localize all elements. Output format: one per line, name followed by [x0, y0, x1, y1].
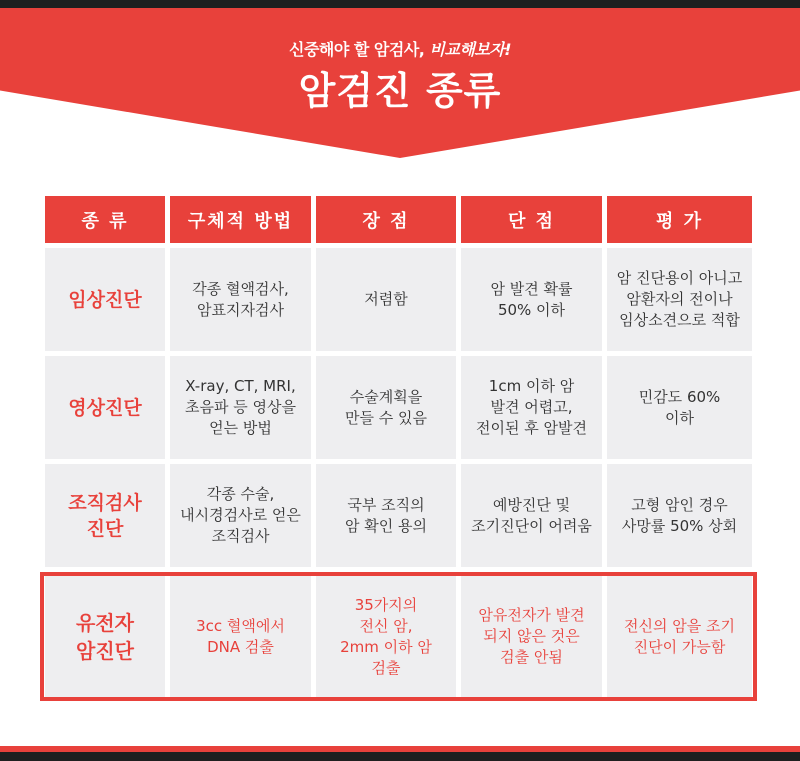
subtitle-text: 신중해야 할 암검사,: [288, 40, 430, 59]
bottom-bar: [0, 752, 800, 761]
table-header: [45, 196, 752, 243]
cell-pros: 저렴함: [316, 248, 456, 351]
cell-method: 3cc 혈액에서 DNA 검출: [170, 576, 311, 697]
cell-cons: 1cm 이하 암 발견 어렵고, 전이된 후 암발견: [461, 356, 602, 459]
cell-evaluation: 민감도 60% 이하: [607, 356, 752, 459]
cell-type: 조직검사 진단: [45, 464, 165, 567]
highlighted-table-row: [45, 576, 752, 697]
table-row: [45, 248, 752, 351]
column-header-cons: 단 점: [461, 196, 602, 243]
cell-evaluation: 고형 암인 경우 사망률 50% 상회: [607, 464, 752, 567]
column-header-evaluation: 평 가: [607, 196, 752, 243]
cell-type: 임상진단: [45, 248, 165, 351]
page-title: 암검진 종류: [298, 69, 502, 113]
column-header-pros: 장 점: [316, 196, 456, 243]
top-bar: [0, 0, 800, 8]
table-row: [45, 464, 752, 567]
cell-method: 각종 수술, 내시경검사로 얻은 조직검사: [170, 464, 311, 567]
cell-evaluation: 암 진단용이 아니고 암환자의 전이나 임상소견으로 적합: [607, 248, 752, 351]
cell-cons: 암유전자가 발견 되지 않은 것은 검출 안됨: [461, 576, 602, 697]
cell-method: 각종 혈액검사, 암표지자검사: [170, 248, 311, 351]
cell-cons: 암 발견 확률 50% 이하: [461, 248, 602, 351]
column-header-type: 종 류: [45, 196, 165, 243]
cell-method: X-ray, CT, MRI, 초음파 등 영상을 얻는 방법: [170, 356, 311, 459]
cell-cons: 예방진단 및 조기진단이 어려움: [461, 464, 602, 567]
cell-type: 영상진단: [45, 356, 165, 459]
cell-pros: 35가지의 전신 암, 2mm 이하 암 검출: [316, 576, 456, 697]
cell-pros: 수술계획을 만들 수 있음: [316, 356, 456, 459]
header-subtitle: [0, 37, 800, 60]
cell-type: 유전자 암진단: [45, 576, 165, 697]
subtitle-emphasis: 비교해보자!: [429, 40, 511, 59]
table-row: [45, 356, 752, 459]
cell-pros: 국부 조직의 암 확인 용의: [316, 464, 456, 567]
comparison-table: [45, 196, 752, 567]
column-header-method: 구체적 방법: [170, 196, 311, 243]
cell-evaluation: 전신의 암을 조기 진단이 가능함: [607, 576, 752, 697]
